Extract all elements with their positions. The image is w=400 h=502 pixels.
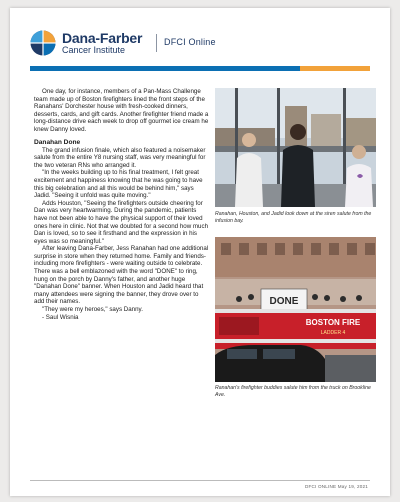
- fire-truck-photo: [215, 237, 376, 382]
- dana-farber-logo-icon: [30, 30, 56, 56]
- portal-name: DFCI Online: [164, 37, 216, 47]
- brand-subtitle: Cancer Institute: [62, 45, 126, 55]
- article-paragraph: "In the weeks building up to his final treatment, I felt great excitement and happiness knowing that he was going to have this big celebration and all this would be behind him," says Jadid. "Seeing it unfold was quite moving.": [34, 169, 203, 200]
- article-byline: - Saul Wisnia: [42, 313, 79, 321]
- infusion-bay-photo: [215, 88, 376, 207]
- photo-caption: Ranahan, Houston, and Jadid look down at the siren salute from the infusion bay.: [215, 211, 372, 224]
- article-paragraph: After leaving Dana-Farber, Jess Ranahan had one additional surprise in store when they returned home. Family and friends- including more firefighters - were waiting outside to celebrate. There was a bell emblazoned with the word "DONE" to ring, hung on the porch by Danny's father, and another huge "Danahan Done" banner. When Houston and Jadid heard that many attendees were signing the banner, they drove over to add their names.: [34, 245, 209, 306]
- truck-subtext: LADDER 4: [320, 330, 346, 336]
- document-page: [10, 8, 390, 496]
- footer-rule: [30, 480, 370, 481]
- photo-caption: Ranahan's firefighter buddies salute him from the truck on Brookline Ave.: [215, 385, 371, 398]
- article-body: [34, 88, 210, 321]
- article-paragraph: Adds Houston, "Seeing the firefighters outside cheering for Dan was very heartwarming. During the pandemic, patients have not been able to have the physical support of their loved ones here in clinic. Not that we doubted for a second how much Dan is loved, so to see it firsthand and the expression in his eyes was so meaningful.": [34, 199, 209, 245]
- brand-name: Dana-Farber: [62, 30, 143, 46]
- banner-text: DONE: [269, 296, 299, 307]
- article-paragraph: "They were my heroes," says Danny.: [42, 306, 143, 314]
- header-stripe: [30, 66, 370, 71]
- section-heading: Danahan Done: [34, 138, 81, 146]
- page-footer: DFCI ONLINE May 19, 2021: [304, 484, 368, 489]
- truck-text: BOSTON FIRE: [305, 318, 361, 327]
- page-header: [30, 30, 370, 60]
- header-divider: [156, 34, 157, 52]
- brand-block: [62, 31, 142, 56]
- article-paragraph: One day, for instance, members of a Pan-Mass Challenge team made up of Boston firefighters lined the front steps of the Ranahans' Dorchester house with fresh-cooked dinners, desserts, cards, and gift cards. Another firefighter friend made a long-distance drive each week to drop off gourmet ice cream he knew Danny loved.: [34, 88, 209, 133]
- article-paragraph: The grand infusion finale, which also featured a noisemaker salute from the entire Y8 nursing staff, was very meaningful for the two veteran RNs who arranged it.: [34, 146, 206, 169]
